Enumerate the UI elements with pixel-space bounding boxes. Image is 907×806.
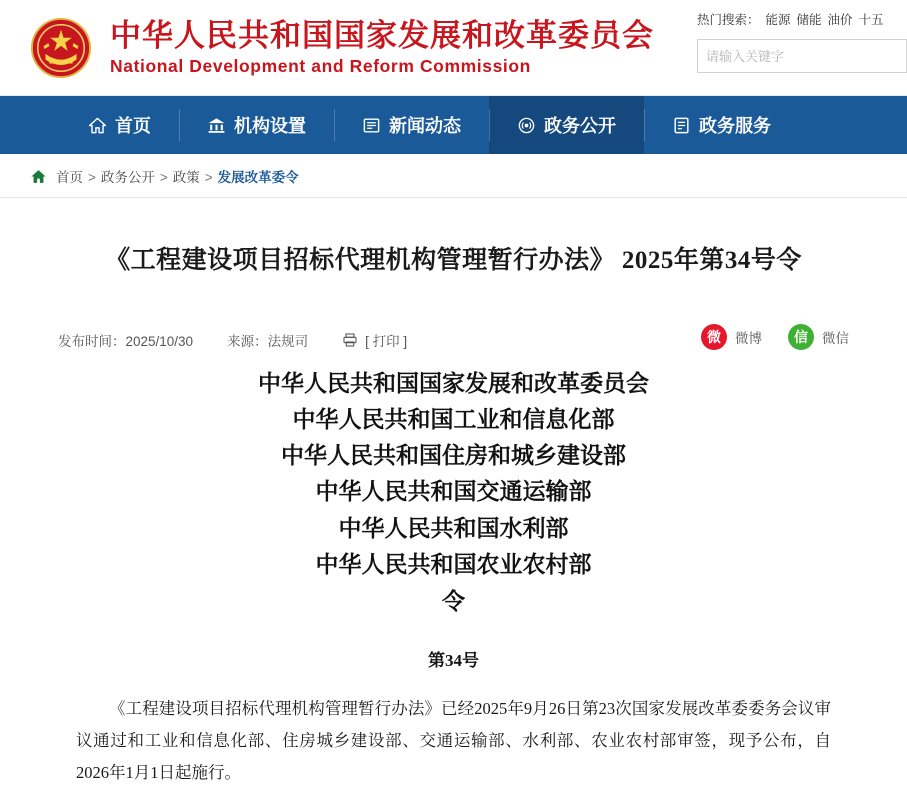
breadcrumb-item-0[interactable]: 首页 <box>56 169 83 185</box>
search-box[interactable] <box>697 39 907 73</box>
publish-time-label: 发布时间： <box>58 333 126 349</box>
bank-icon <box>207 116 226 135</box>
decree-char: 令 <box>442 589 465 615</box>
site-title-cn: 中华人民共和国国家发展和改革委员会 <box>110 17 654 53</box>
nav-item-home[interactable] <box>60 96 179 154</box>
search-input[interactable] <box>698 40 906 72</box>
breadcrumb-item-2[interactable]: 政策 <box>172 169 200 185</box>
page-title: 《工程建设项目招标代理机构管理暂行办法》 2025年第34号令 <box>105 247 802 274</box>
issuing-org-5: 中华人民共和国农业农村部 <box>315 552 592 578</box>
hot-keyword-2[interactable]: 油价 <box>827 13 853 27</box>
news-icon <box>362 116 381 135</box>
broadcast-icon <box>517 116 536 135</box>
publish-time <box>58 330 193 350</box>
print-label: [ 打印 ] <box>365 333 408 349</box>
nav-left-spacer <box>0 96 60 154</box>
breadcrumb-item-1[interactable]: 政务公开 <box>100 169 155 185</box>
share-weibo-label: 微博 <box>735 330 762 346</box>
breadcrumb-bar <box>0 154 907 198</box>
article-paragraph: 《工程建设项目招标代理机构管理暂行办法》已经2025年9月26日第23次国家发展改革委委务会议审议通过和工业和信息化部、住房城乡建设部、交通运输部、水利部、农业农村部审签，现予公布，自2026年1月1日起施行。 <box>76 698 831 783</box>
article-meta <box>58 330 849 366</box>
service-icon <box>672 116 691 135</box>
issuing-org-4: 中华人民共和国水利部 <box>338 515 569 541</box>
breadcrumb-separator-2: > <box>204 169 213 185</box>
main-nav <box>0 96 907 154</box>
site-title <box>110 17 654 76</box>
nav-item-government-affairs-label: 政务公开 <box>544 116 616 136</box>
hot-keyword-0[interactable]: 能源 <box>765 13 791 27</box>
share-wechat-label: 微信 <box>822 330 849 346</box>
header-search-area <box>697 0 907 96</box>
print-button[interactable] <box>342 330 407 350</box>
nav-item-organization-label: 机构设置 <box>234 116 306 136</box>
nav-item-home-label: 首页 <box>115 116 151 136</box>
breadcrumb-current: 发展改革委令 <box>217 169 299 185</box>
hot-keyword-1[interactable]: 储能 <box>796 13 822 27</box>
national-emblem-icon <box>30 17 92 79</box>
breadcrumb <box>56 166 299 186</box>
breadcrumb-separator-0: > <box>88 169 96 185</box>
site-header <box>0 0 907 96</box>
nav-item-government-affairs[interactable] <box>489 96 644 154</box>
issuing-org-3: 中华人民共和国交通运输部 <box>315 479 592 505</box>
nav-item-news-label: 新闻动态 <box>389 116 461 136</box>
share-group <box>701 324 849 350</box>
hot-keyword-3[interactable]: 十五 <box>858 13 884 27</box>
site-title-en: National Development and Reform Commission <box>110 55 531 76</box>
source <box>227 330 308 350</box>
nav-item-government-services-label: 政务服务 <box>699 116 771 136</box>
share-weibo[interactable] <box>701 324 762 350</box>
nav-item-news[interactable] <box>334 96 489 154</box>
wechat-icon: 信 <box>788 324 814 350</box>
weibo-icon: 微 <box>701 324 727 350</box>
issuing-org-0: 中华人民共和国国家发展和改革委员会 <box>258 370 649 396</box>
source-value: 法规司 <box>267 333 309 349</box>
share-wechat[interactable] <box>788 324 849 350</box>
issuing-org-2: 中华人民共和国住房和城乡建设部 <box>281 443 626 469</box>
issuing-org-1: 中华人民共和国工业和信息化部 <box>292 406 615 432</box>
nav-item-government-services[interactable] <box>644 96 799 154</box>
printer-icon <box>342 332 358 347</box>
article-body <box>58 366 849 790</box>
hot-search-label: 热门搜索： <box>697 13 760 27</box>
source-label: 来源： <box>227 333 268 349</box>
home-icon <box>88 116 107 135</box>
decree-number: 第34号 <box>428 650 479 670</box>
home-icon <box>30 168 47 184</box>
breadcrumb-separator-1: > <box>159 169 168 185</box>
publish-time-value: 2025/10/30 <box>125 333 194 349</box>
hot-search-row <box>697 6 907 28</box>
nav-item-organization[interactable] <box>179 96 334 154</box>
article <box>0 242 907 789</box>
